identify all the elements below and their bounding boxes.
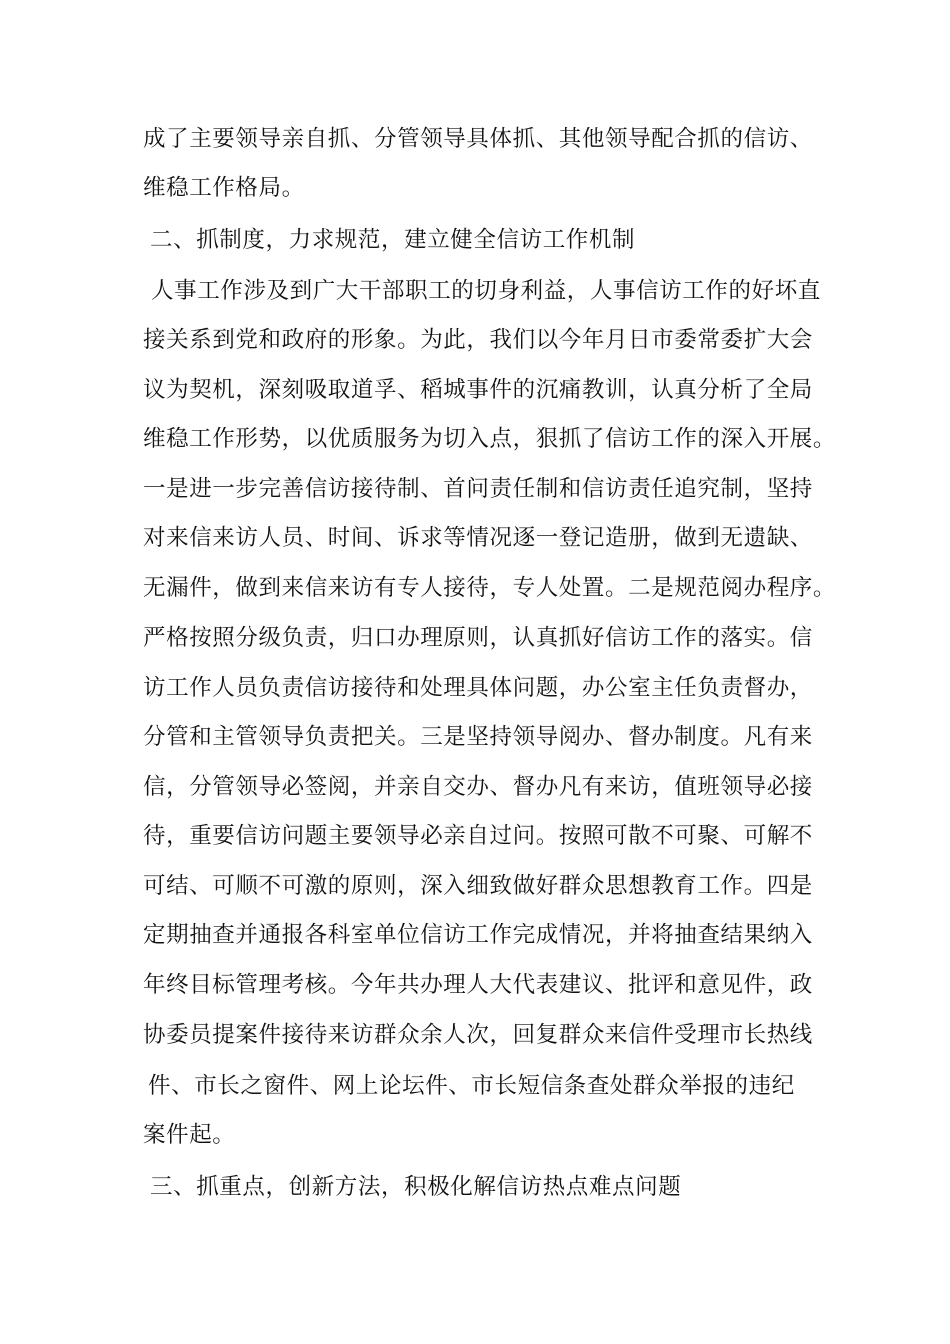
text-line: 待，重要信访问题主要领导必亲自过问。按照可散不可聚、可解不	[143, 823, 813, 849]
text-line: 议为契机，深刻吸取道孚、稻城事件的沉痛教训，认真分析了全局	[143, 377, 813, 403]
text-line: 协委员提案件接待来访群众余人次，回复群众来信件受理市长热线	[143, 1022, 813, 1048]
text-line: 件、市长之窗件、网上论坛件、市长短信条查处群众举报的违纪	[148, 1073, 795, 1099]
text-line: 年终目标管理考核。今年共办理人大代表建议、批评和意见件，政	[143, 972, 813, 998]
text-line: 接关系到党和政府的形象。为此，我们以今年月日市委常委扩大会	[143, 327, 813, 353]
text-line: 访工作人员负责信访接待和处理具体问题，办公室主任负责督办，	[143, 675, 813, 701]
text-line: 定期抽查并通报各科室单位信访工作完成情况，并将抽查结果纳入	[143, 922, 813, 948]
text-line: 一是进一步完善信访接待制、首问责任制和信访责任追究制，坚持	[143, 476, 813, 502]
section-heading: 二、抓制度，力求规范，建立健全信访工作机制	[150, 227, 636, 253]
text-line: 成了主要领导亲自抓、分管领导具体抓、其他领导配合抓的信访、	[143, 126, 813, 152]
text-line: 人事工作涉及到广大干部职工的切身利益，人事信访工作的好坏直	[151, 278, 821, 304]
text-line: 信，分管领导必签阅，并亲自交办、督办凡有来访，值班领导必接	[143, 774, 813, 800]
text-line: 分管和主管领导负责把关。三是坚持领导阅办、督办制度。凡有来	[143, 724, 813, 750]
text-line: 无漏件，做到来信来访有专人接待，专人处置。二是规范阅办程序。	[143, 575, 837, 601]
text-line: 对来信来访人员、时间、诉求等情况逐一登记造册，做到无遗缺、	[143, 525, 813, 551]
text-line: 案件起。	[143, 1122, 236, 1148]
text-line: 维稳工作形势，以优质服务为切入点，狠抓了信访工作的深入开展。	[143, 426, 837, 452]
text-line: 维稳工作格局。	[143, 175, 305, 201]
text-line: 可结、可顺不可激的原则，深入细致做好群众思想教育工作。四是	[143, 873, 813, 899]
text-line: 严格按照分级负责，归口办理原则，认真抓好信访工作的落实。信	[143, 625, 813, 651]
section-heading: 三、抓重点，创新方法，积极化解信访热点难点问题	[150, 1174, 682, 1200]
